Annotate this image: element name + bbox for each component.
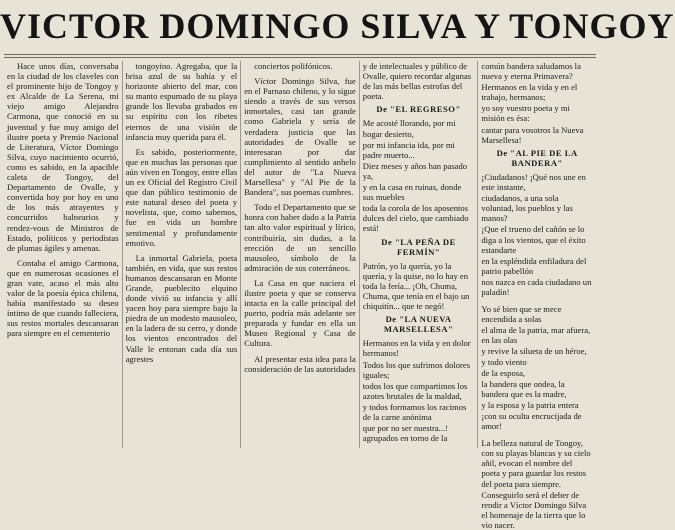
paragraph: y de intelectuales y público de Ovalle, quiero recordar algunas de las más bellas estrofas del poeta.: [362, 61, 472, 102]
paragraph: Contaba el amigo Carmona, que en numerosas ocasiones el gran vate, acaso el más alto valor de la poesía épica chilena, había manifestado su deseo íntimo de que cuando falleciera, sus restos mortales descansaran para siempre en el cementerio: [7, 257, 119, 339]
page-title: VICTOR DOMINGO SILVA Y TONGOY: [0, 6, 675, 46]
column-3: [240, 61, 359, 448]
column-2: [122, 61, 241, 448]
verse-line: ¡con su oculta encrucijada de amor!: [481, 411, 582, 432]
paragraph: conciertos polifónicos.: [254, 61, 333, 71]
paragraph: La belleza natural de Tongoy, con su playas blancas y su cielo añil, evocan el nombre del poeta y para guardar los restos del poeta para siempre.: [481, 438, 591, 489]
verse-line: Hermanos en la vida y en dolor hermanos!: [362, 338, 471, 359]
column-4: [359, 61, 478, 448]
paragraph: La Casa en que naciera el ilustre poeta y que se conserva intacta en la calle principal del puerto, podría más adelante ser preparada y fundar en ella un Museo Regional y Casa de Cultura.: [244, 277, 356, 349]
verse-line: que por no ser nuestra...! agrupados en torno de la: [362, 423, 448, 444]
verse-line: toda la corola de los aposentos dulces del cielo, que cambiado está!: [362, 203, 469, 234]
verse-line: ciudadanos, a una sola voluntad, los pueblos y las manos?: [481, 193, 573, 224]
paragraph: Es sabido, posteriormente, que en muchas las personas que aún viven en Tongoy, entre ellas un ex Oficial del Registro Civil que dan público testimonio de este natural deseo del poeta y novelista, que, como sabemos, fue en vida un hombre sentimental y profundamente emotivo.: [125, 146, 238, 248]
verse-line: Hermanos en la vida y en el trabajo, hermanos;: [481, 82, 578, 103]
paragraph: Conseguirlo será el deber de rendir a Víctor Domingo Silva el homenaje de la tierra que lo vio nacer.: [481, 489, 587, 530]
verse-line: Yo sé bien que se mece encendida a solas: [481, 304, 562, 325]
verse-line: nos nazca en cada ciudadano un paladín!: [481, 276, 592, 297]
verse-line: Diez meses y años han pasado ya,: [362, 160, 468, 181]
section-heading: De "EL REGRESO": [376, 104, 461, 115]
verse-line: Me acosté llorando, por mi hogar desierto,: [362, 118, 456, 139]
paragraph: tongoyino. Agregaba, que la brisa azul de su bahía y el horizonte abierto del mar, con su manto espumado de su playa grande los llevaba grabados en su espíritu con los ribetes eternos de una visión de infancia muy querida para él.: [125, 61, 238, 142]
verse-line: todos los que compartimos los azotes brutales de la maldad,: [362, 380, 468, 401]
verse-line: y todos formamos los racimos de la carne anónima: [362, 401, 467, 422]
paragraph: Víctor Domingo Silva, fue en el Parnaso chileno, y lo sigue siendo a través de sus versos inmortales, casi tan grande como Gabriela y sería de verdadera justicia que las autoridades de Ovalle se interesaran por dar cumplimiento al sentido anhelo del autor de "La Nueva Marsellesa" y "Al Pie de la Bandera", sus poemas cumbres.: [244, 76, 356, 198]
headline-rule: [4, 54, 596, 55]
column-1: [4, 61, 122, 448]
verse-line: ¡Que el trueno del cañón se lo diga a los vientos, que el éxito estandarte: [481, 224, 586, 255]
verse-line: por mi infancia ida, por mi padre muerto...: [362, 139, 455, 160]
paragraph: Todo el Departamento que se honra con haber dado a la Patria tan alto valor espiritual y lírico, contribuiría, sin dudas, a la erección de un sencillo mausoleo, símbolo de la admiración de sus coterráneos.: [244, 202, 356, 273]
verse-line: cantar para vosotros la Nueva Marsellesa!: [481, 124, 584, 145]
paragraph: Hace unos días, conversaba en la ciudad de los claveles con el prominente hijo de Tongoy y ex Alcalde de La Serena, mi viejo amigo Alejandro Carmona, que conoció en su juventud y fue muy amigo del ilustre poeta y Premio Nacional de Literatura, Víctor Domingo Silva, cuyo nacimiento ocurrió, como es sabido, en la apacible caleta de Tongoy, del Departamento de Ovalle, y convertida hoy por hoy en uno de los más atrayentes y concurridos balnearios y rendez-vous de Ministros de Estado, políticos y periodistas de plumas ágiles y amenas.: [7, 61, 119, 253]
verse-line: Todos los que sufrimos dolores iguales;: [362, 359, 471, 380]
verse-line: la bandera que ondea, la bandera que es la madre,: [481, 378, 567, 399]
verse-line: y revive la silueta de un héroe, y todo viento: [481, 346, 587, 367]
column-5: [477, 61, 596, 530]
verse-line: de la esposa,: [481, 367, 526, 378]
section-heading: De "AL PIE DE LA BANDERA": [496, 147, 578, 168]
paragraph: Al presentar esta idea para la consideración de las autoridades: [244, 353, 356, 374]
paragraph: La inmortal Gabriela, poeta también, en vida, que sus restos humanos descansaran en Monte Grande, pueblecito elquino donde vivió su infancia y allí yacen hoy para siempre bajo la piedra de un modesto mausoleo, en la ladera de su cerro, y donde los vientos encontrados del Valle le entonan cada día sus agrestes: [125, 252, 238, 364]
section-heading: De "LA NUEVA MARSELLESA": [383, 314, 454, 335]
headline-rule: [4, 57, 596, 58]
verse-line: ¡Ciudadanos! ¡Qué nos une en este instante,: [481, 171, 586, 193]
verse-line: y la esposa y la patria entera: [481, 399, 579, 410]
verse-line: yo soy vuestro poeta y mi misión es ésa:: [481, 103, 570, 124]
article-columns: [4, 61, 596, 530]
verse-line: y en la casa en ruinas, donde sus muebles: [362, 182, 462, 203]
verse-line: en la espléndida enfiladura del patrio pabellón: [481, 255, 587, 276]
verse-line: común bandera saludamos la nueva y eterna Primavera?: [481, 61, 581, 82]
verse-line: el alma de la patria, mar afuera, en las olas: [481, 325, 591, 346]
verse-line: Patrón, yo la quería, yo la quería, y la quise, no lo hay en toda la fería... ¡Oh, Chuma, Chuma, que tenía en el bajo un chiquitín... que te negó!: [362, 260, 470, 312]
section-heading: De "LA PEÑA DE FERMÍN": [381, 236, 456, 257]
